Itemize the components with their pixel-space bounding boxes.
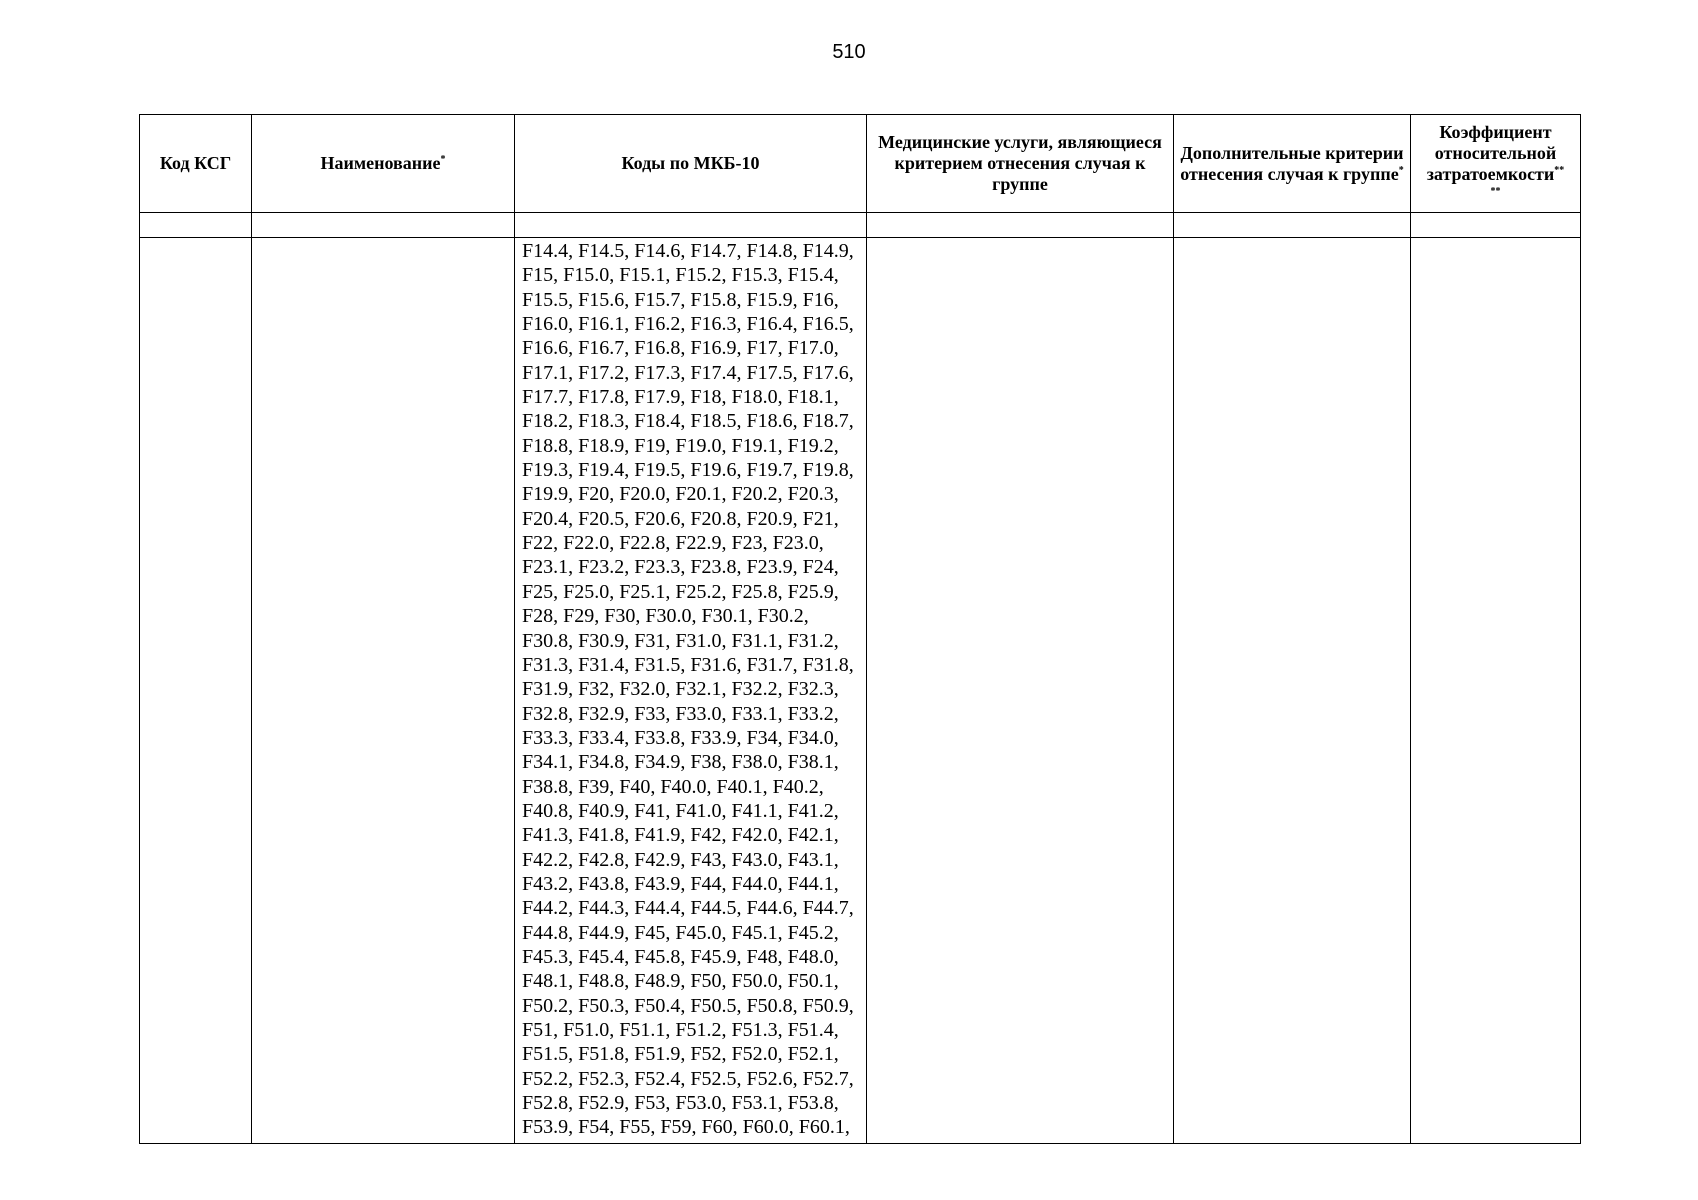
column-number-cell [515, 213, 867, 238]
column-number-cell [867, 213, 1174, 238]
header-name: Наименование* [252, 115, 515, 213]
cell-name [252, 238, 515, 1144]
page-number: 510 [832, 41, 866, 63]
column-number-cell [1174, 213, 1411, 238]
cell-ksg-code [140, 238, 252, 1144]
header-ksg-code: Код КСГ [140, 115, 252, 213]
cell-coefficient [1411, 238, 1581, 1144]
footnote-mark: * [440, 154, 446, 165]
footnote-mark: ** [1554, 164, 1565, 176]
table-row [140, 238, 1581, 1144]
column-number-row [140, 213, 1581, 238]
ksg-table [139, 114, 1581, 1144]
header-services: Медицинские услуги, являющиеся критерием отнесения случая к группе [867, 115, 1174, 213]
footnote-mark: ** [1490, 185, 1501, 197]
column-number-cell [140, 213, 252, 238]
cell-mkb-codes [515, 238, 867, 1144]
column-number-cell [1411, 213, 1581, 238]
header-row [140, 115, 1581, 213]
footnote-mark: * [1398, 164, 1404, 176]
header-coefficient: Коэффициент относительной затратоемкости** ** [1411, 115, 1581, 213]
header-mkb-codes: Коды по МКБ-10 [515, 115, 867, 213]
cell-extra-criteria [1174, 238, 1411, 1144]
cell-services [867, 238, 1174, 1144]
header-extra-criteria: Дополнительные критерии отнесения случая к группе* [1174, 115, 1411, 213]
column-number-cell [252, 213, 515, 238]
mkb-codes-text: F14.4, F14.5, F14.6, F14.7, F14.8, F14.9, F15, F15.0, F15.1, F15.2, F15.3, F15.4, F15.5, F15.6, F15.7, F15.8, F15.9, F16, F16.0, F16.1, F16.2, F16.3, F16.4, F16.5, F16.6, F16.7, F16.8, F16.9, F17, F17.0, F17.1, F17.2, F17.3, F17.4, F17.5, F17.6, F17.7, F17.8, F17.9, F18, F18.0, F18.1, F18.2, F18.3, F18.4, F18.5, F18.6, F18.7, F18.8, F18.9, F19, F19.0, F19.1, F19.2, F19.3, F19.4, F19.5, F19.6, F19.7, F19.8, F19.9, F20, F20.0, F20.1, F20.2, F20.3, F20.4, F20.5, F20.6, F20.8, F20.9, F21, F22, F22.0, F22.8, F22.9, F23, F23.0, F23.1, F23.2, F23.3, F23.8, F23.9, F24, F25, F25.0, F25.1, F25.2, F25.8, F25.9, F28, F29, F30, F30.0, F30.1, F30.2, F30.8, F30.9, F31, F31.0, F31.1, F31.2, F31.3, F31.4, F31.5, F31.6, F31.7, F31.8, F31.9, F32, F32.0, F32.1, F32.2, F32.3, F32.8, F32.9, F33, F33.0, F33.1, F33.2, F33.3, F33.4, F33.8, F33.9, F34, F34.0, F34.1, F34.8, F34.9, F38, F38.0, F38.1, F38.8, F39, F40, F40.0, F40.1, F40.2, F40.8, F40.9, F41, F41.0, F41.1, F41.2, F41.3, F41.8, F41.9, F42, F42.0, F42.1, F42.2, F42.8, F42.9, F43, F43.0, F43.1, F43.2, F43.8, F43.9, F44, F44.0, F44.1, F44.2, F44.3, F44.4, F44.5, F44.6, F44.7, F44.8, F44.9, F45, F45.0, F45.1, F45.2, F45.3, F45.4, F45.8, F45.9, F48, F48.0, F48.1, F48.8, F48.9, F50, F50.0, F50.1, F50.2, F50.3, F50.4, F50.5, F50.8, F50.9, F51, F51.0, F51.1, F51.2, F51.3, F51.4, F51.5, F51.8, F51.9, F52, F52.0, F52.1, F52.2, F52.3, F52.4, F52.5, F52.6, F52.7, F52.8, F52.9, F53, F53.0, F53.1, F53.8, F53.9, F54, F55, F59, F60, F60.0, F60.1, [522, 240, 854, 1139]
